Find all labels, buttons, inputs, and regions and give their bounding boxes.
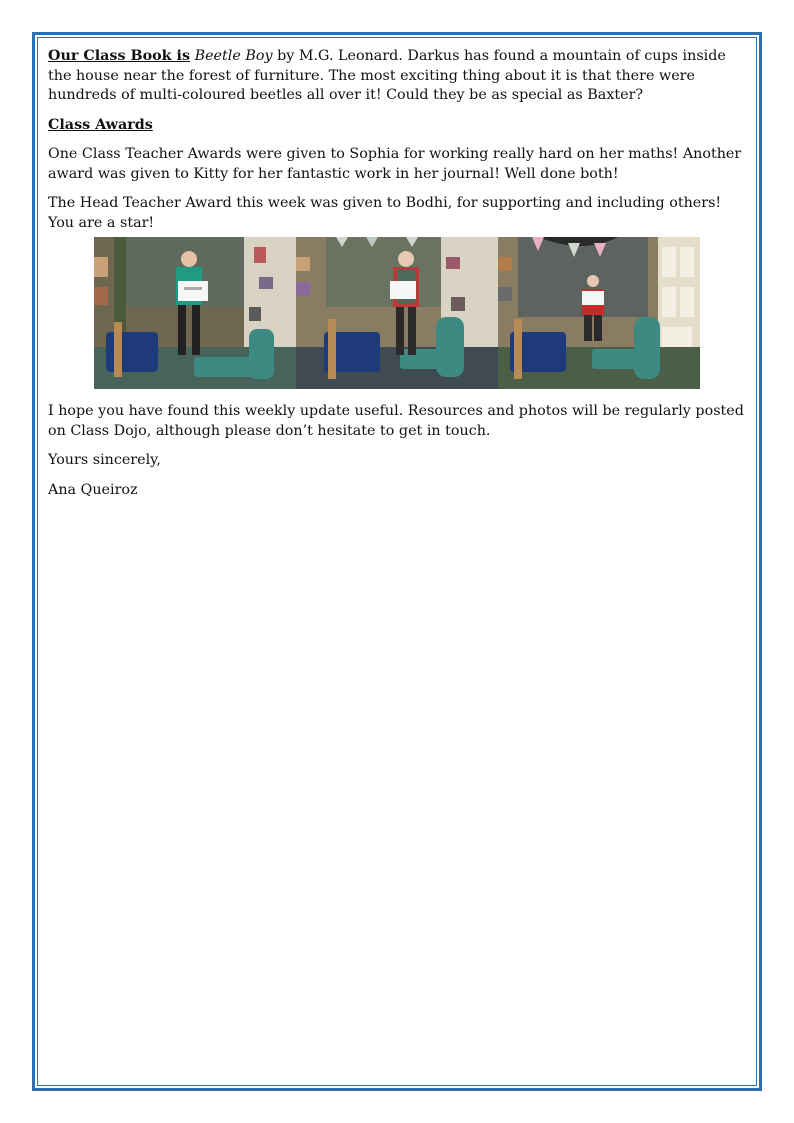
kitty-award-photo <box>296 237 498 389</box>
class-book-text: by M.G. Leonard. Darkus has found a mountain of cups inside the house near the forest of furniture. The most exciting thing about it is that there were hundreds of multi-coloured beetles all over it! Could they be as special as Baxter? <box>48 48 726 103</box>
teacher-awards-paragraph: One Class Teacher Awards were given to Sophia for working really hard on her maths! Another award was given to Kitty for her fantastic work in her journal! Well done both! <box>48 146 742 182</box>
letter-body <box>48 47 748 510</box>
sophia-award-photo <box>94 237 296 389</box>
head-teacher-award-paragraph: The Head Teacher Award this week was given to Bodhi, for supporting and including others! You are a star! <box>48 195 722 231</box>
signature: Ana Queiroz <box>48 481 138 498</box>
awards-heading: Class Awards <box>48 116 153 133</box>
award-photos <box>94 237 700 389</box>
bodhi-award-photo <box>498 237 700 389</box>
class-book-title: Beetle Boy <box>194 48 273 64</box>
class-book-paragraph <box>48 47 748 106</box>
sign-off: Yours sincerely, <box>48 452 161 468</box>
class-book-heading: Our Class Book is <box>48 48 191 64</box>
update-paragraph: I hope you have found this weekly update useful. Resources and photos will be regularly posted on Class Dojo, although please don’t hesitate to get in touch. <box>48 403 744 439</box>
